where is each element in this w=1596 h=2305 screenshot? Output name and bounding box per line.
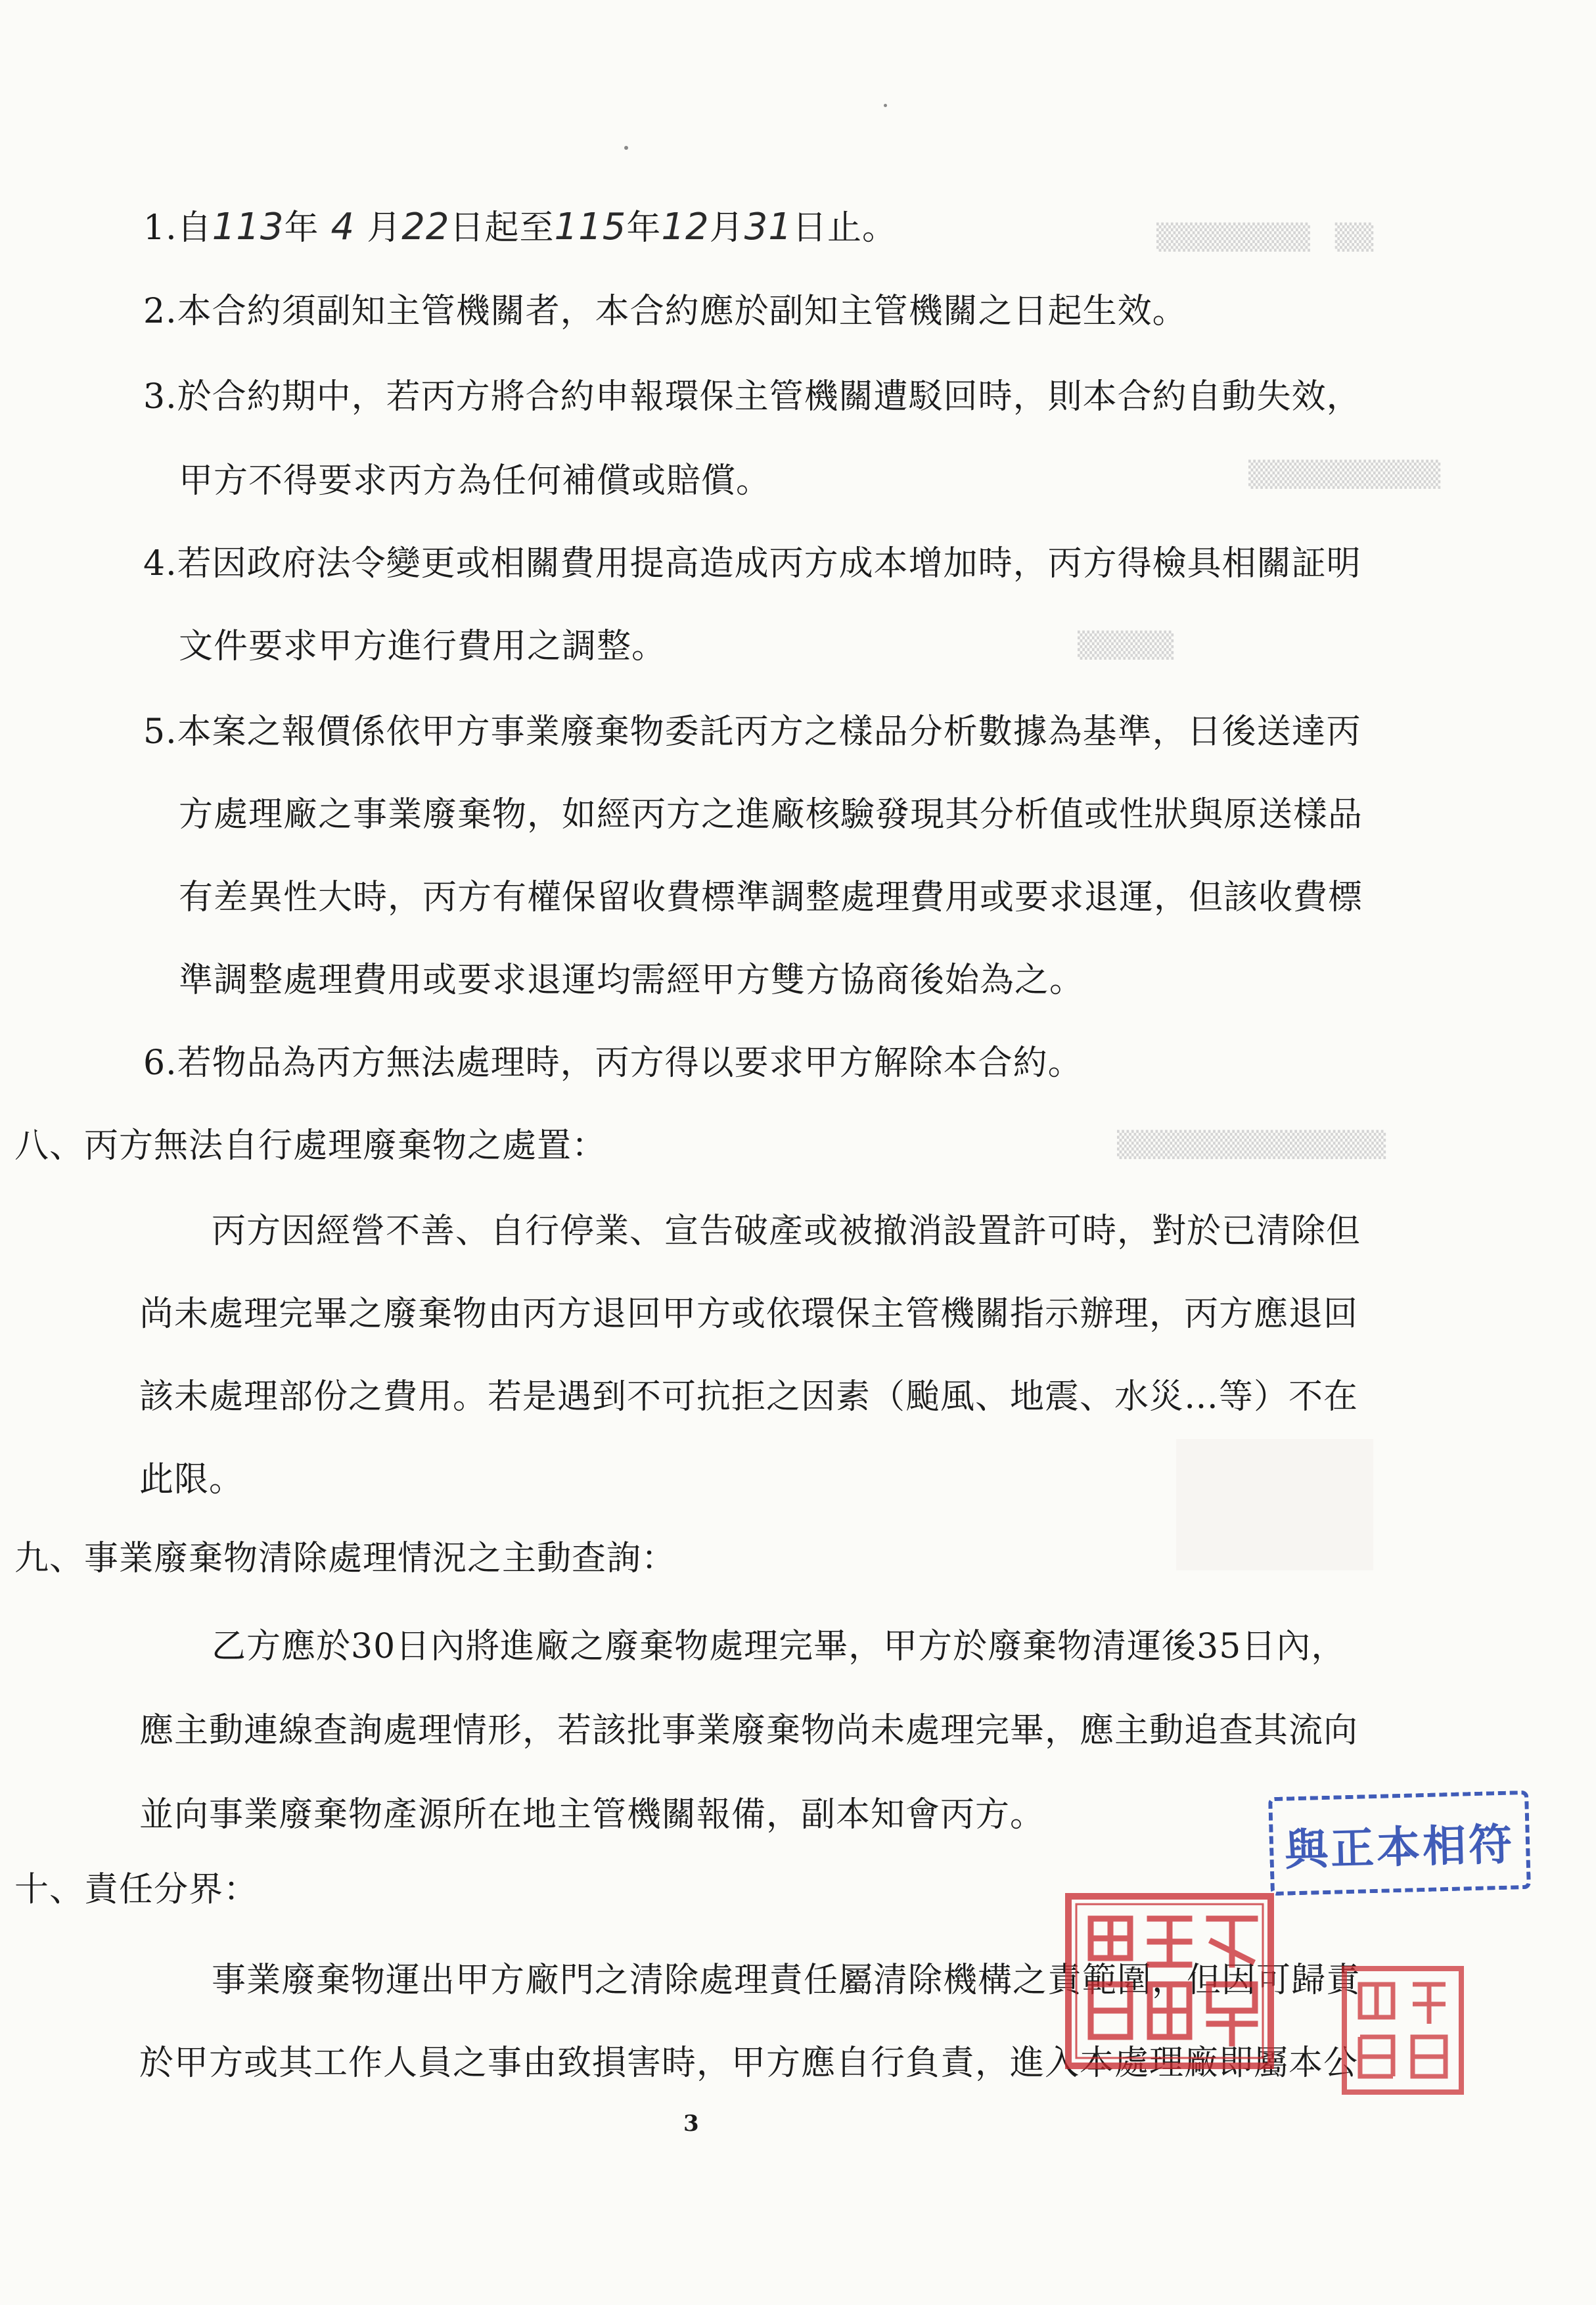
clause-6	[143, 1043, 1083, 1083]
section-10-paragraph: 於甲方或其工作人員之事由致損害時，甲方應自行負責，進入本處理廠即屬本公	[139, 2043, 1359, 2083]
clause-1: 1.自113年 4 月22日起至115年12月31日止。	[143, 206, 897, 248]
clause-number: 4.	[143, 544, 177, 583]
section-9-paragraph: 應主動連線查詢處理情形，若該批事業廢棄物尚未處理完畢，應主動追查其流向	[139, 1711, 1359, 1750]
bleed-through-text: ▒▒▒▒▒▒▒▒ ▒▒	[1156, 223, 1374, 252]
clause-3	[143, 377, 1361, 417]
clause-number: 6.	[143, 1043, 177, 1083]
clause-5-continuation: 方處理廠之事業廢棄物，如經丙方之進廠核驗發現其分析值或性狀與原送樣品	[179, 795, 1363, 834]
clause-text: 本案之報價係依甲方事業廢棄物委託丙方之樣品分析數據為基準，日後送達丙	[177, 712, 1361, 752]
bleed-through-box	[1176, 1439, 1373, 1570]
handwritten-day-start: 22	[401, 206, 450, 248]
clause-text: 若物品為丙方無法處理時，丙方得以要求甲方解除本合約。	[177, 1043, 1083, 1083]
clause-number: 3.	[143, 377, 177, 417]
clause-text: 於合約期中，若丙方將合約申報環保主管機關遭駁回時，則本合約自動失效，	[177, 377, 1361, 417]
section-9-heading: 九、事業廢棄物清除處理情況之主動查詢：	[14, 1539, 677, 1578]
clause-5-continuation: 有差異性大時，丙方有權保留收費標準調整處理費用或要求退運，但該收費標	[179, 878, 1363, 917]
section-9-paragraph: 乙方應於30日內將進廠之廢棄物處理完畢，甲方於廢棄物清運後35日內，	[212, 1627, 1346, 1666]
section-8-paragraph: 該未處理部份之費用。若是遇到不可抗拒之因素（颱風、地震、水災…等）不在	[139, 1377, 1359, 1417]
scan-speck	[624, 146, 628, 150]
bleed-through-text: ▒▒▒▒▒	[1078, 631, 1174, 660]
clause-4-continuation: 文件要求甲方進行費用之調整。	[179, 627, 667, 666]
clause-4	[143, 544, 1361, 583]
company-seal-icon	[1064, 1892, 1275, 2070]
clause-3-continuation: 甲方不得要求丙方為任何補償或賠償。	[179, 461, 771, 501]
clause-2	[143, 294, 1187, 329]
representative-seal-icon	[1340, 1965, 1465, 2096]
certified-copy-stamp: 與正本相符	[1268, 1791, 1531, 1896]
scan-speck	[884, 104, 887, 107]
clause-5-continuation: 準調整處理費用或要求退運均需經甲方雙方協商後始為之。	[179, 961, 1085, 1000]
handwritten-year-start: 113	[212, 206, 285, 248]
section-10-heading: 十、責任分界：	[14, 1870, 259, 1909]
section-9-paragraph: 並向事業廢棄物產源所在地主管機關報備，副本知會丙方。	[139, 1795, 1045, 1835]
clause-5	[143, 712, 1361, 752]
clause-number: 1.	[143, 208, 177, 248]
handwritten-day-end: 31	[744, 206, 792, 248]
section-8-paragraph: 尚未處理完畢之廢棄物由丙方退回甲方或依環保主管機關指示辦理，丙方應退回	[139, 1294, 1359, 1334]
clause-number: 5.	[143, 712, 177, 752]
section-10-paragraph: 事業廢棄物運出甲方廠門之清除處理責任屬清除機構之責範圍，但因可歸責	[212, 1961, 1361, 2000]
bleed-through-text: ▒▒▒▒▒▒▒▒▒▒▒▒▒▒	[1117, 1130, 1386, 1159]
section-8-paragraph: 丙方因經營不善、自行停業、宣告破產或被撤消設置許可時，對於已清除但	[212, 1212, 1361, 1251]
handwritten-month-end: 12	[661, 206, 710, 248]
handwritten-month-start: 4	[331, 206, 355, 248]
section-8-heading: 八、丙方無法自行處理廢棄物之處置：	[14, 1126, 607, 1166]
clause-number: 2.	[143, 292, 177, 331]
page-number: 3	[683, 2111, 699, 2137]
clause-text: 若因政府法令變更或相關費用提高造成丙方成本增加時，丙方得檢具相關証明	[177, 544, 1361, 583]
bleed-through-text: ▒▒▒▒▒▒▒▒▒▒	[1248, 460, 1441, 489]
section-8-paragraph: 此限。	[139, 1460, 244, 1499]
clause-text: 本合約須副知主管機關者，本合約應於副知主管機關之日起生效。	[177, 292, 1187, 331]
handwritten-year-end: 115	[554, 206, 627, 248]
